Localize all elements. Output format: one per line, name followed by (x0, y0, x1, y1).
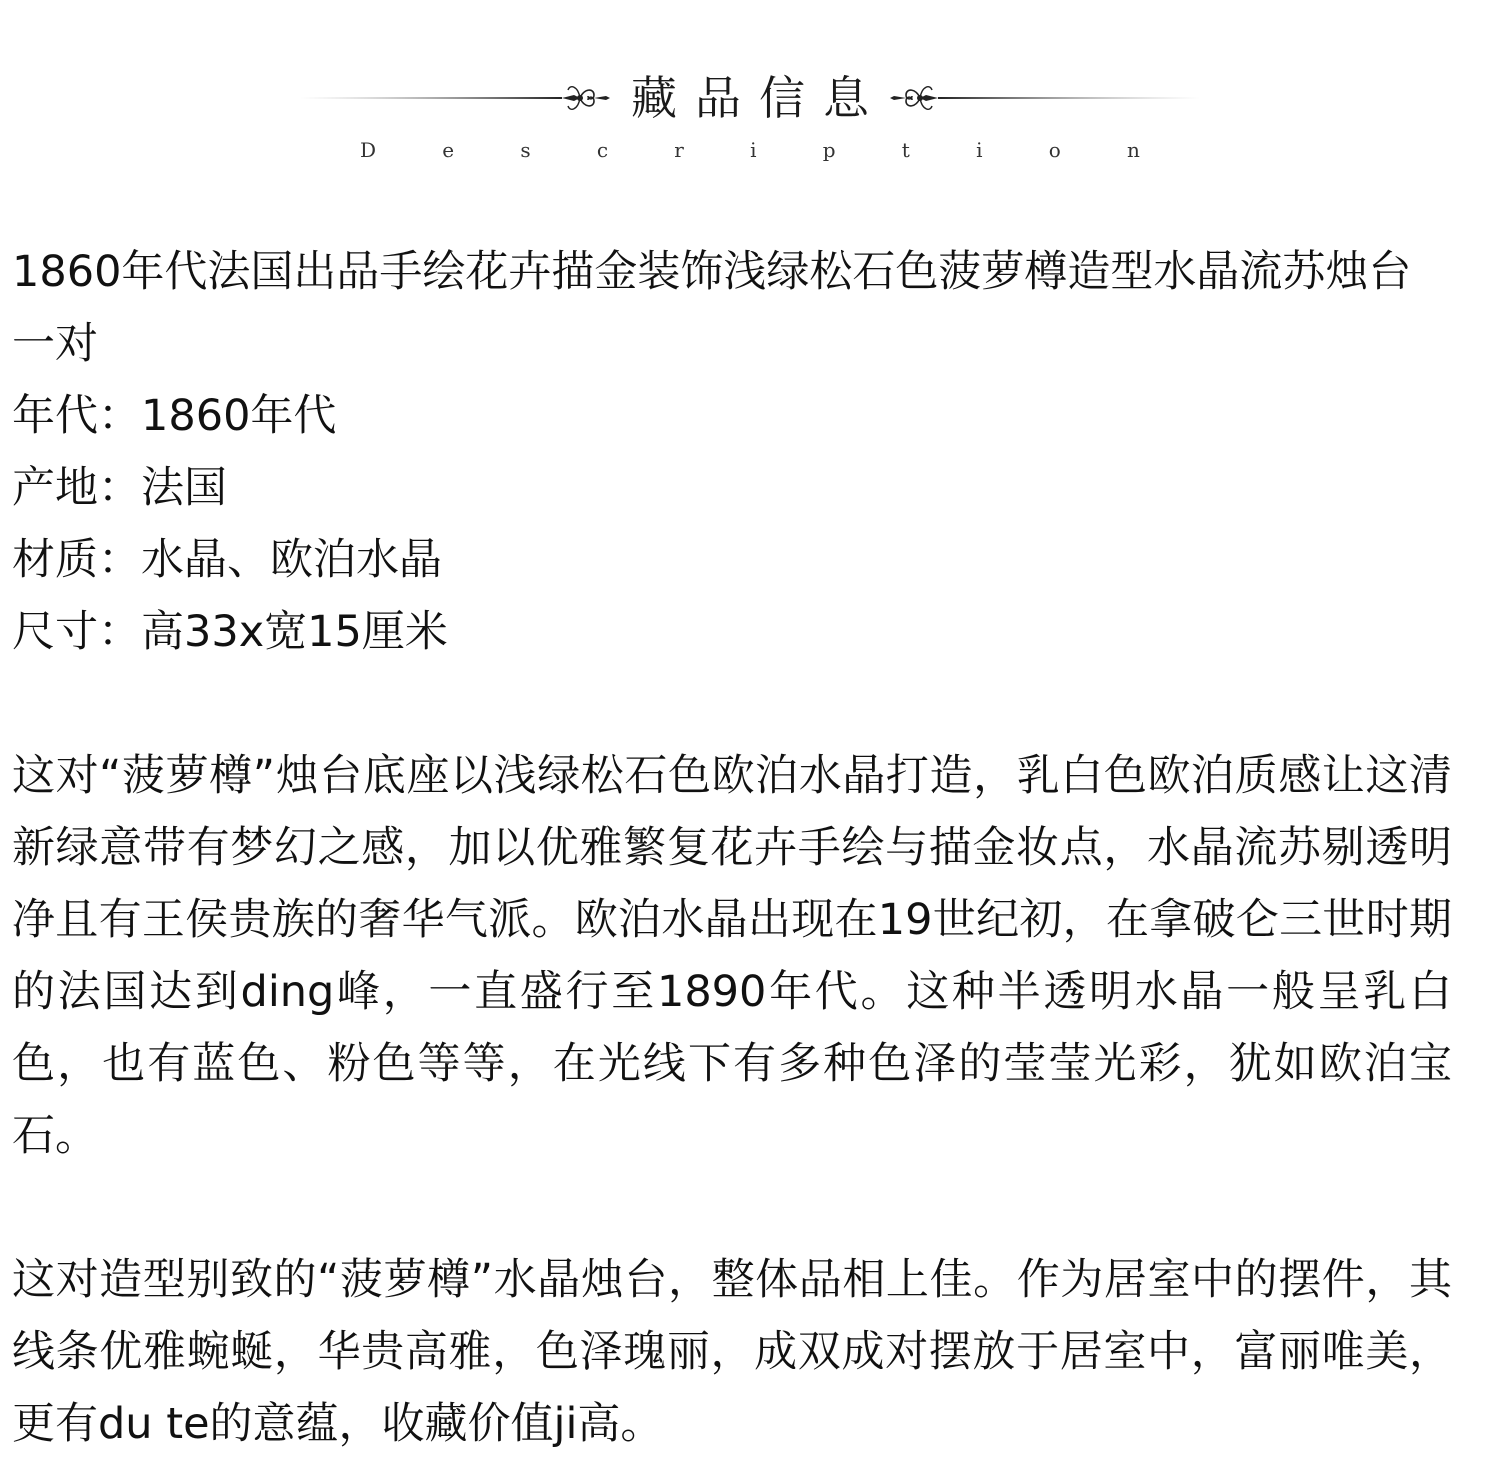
description-content (12, 236, 1452, 1460)
product-origin: 产地：法国 (12, 463, 227, 513)
spacer (12, 1172, 1452, 1244)
description-paragraph: 这对“菠萝樽”烛台底座以浅绿松石色欧泊水晶打造，乳白色欧泊质感让这清新绿意带有梦幻之感，加以优雅繁复花卉手绘与描金妆点，水晶流苏剔透明净且有王侯贵族的奢华气派。欧泊水晶出现在19世纪初，在拿破仑三世时期的法国达到ding峰，一直盛行至1890年代。这种半透明水晶一般呈乳白色，也有蓝色、粉色等等，在光线下有多种色泽的莹莹光彩，犹如欧泊宝石。 (12, 751, 1452, 1161)
subtitle-letter: i (976, 138, 983, 162)
product-size: 尺寸：高33x宽15厘米 (12, 607, 448, 657)
product-title: 1860年代法国出品手绘花卉描金装饰浅绿松石色菠萝樽造型水晶流苏烛台一对 (12, 247, 1412, 369)
subtitle-letter: D (360, 138, 377, 162)
subtitle-letter: t (901, 138, 910, 162)
subtitle-letter: n (1126, 138, 1140, 162)
subtitle-letter: c (596, 138, 609, 162)
product-era: 年代：1860年代 (12, 391, 337, 441)
subtitle-letter: p (822, 138, 836, 162)
subtitle-letter: e (442, 138, 455, 162)
section-title: 藏品信息 (631, 71, 887, 125)
subtitle-letter: o (1048, 138, 1061, 162)
section-header (0, 0, 1500, 180)
subtitle-letter: i (750, 138, 757, 162)
section-subtitle (360, 138, 1140, 162)
spacer (12, 668, 1452, 740)
product-material: 材质：水晶、欧泊水晶 (12, 535, 442, 585)
description-paragraph: 这对造型别致的“菠萝樽”水晶烛台，整体品相上佳。作为居室中的摆件，其线条优雅蜿蜒，华贵高雅，色泽瑰丽，成双成对摆放于居室中，富丽唯美，更有du te的意蕴，收藏价值ji高。 (12, 1255, 1452, 1449)
subtitle-letter: s (520, 138, 531, 162)
subtitle-letter: r (674, 138, 684, 162)
